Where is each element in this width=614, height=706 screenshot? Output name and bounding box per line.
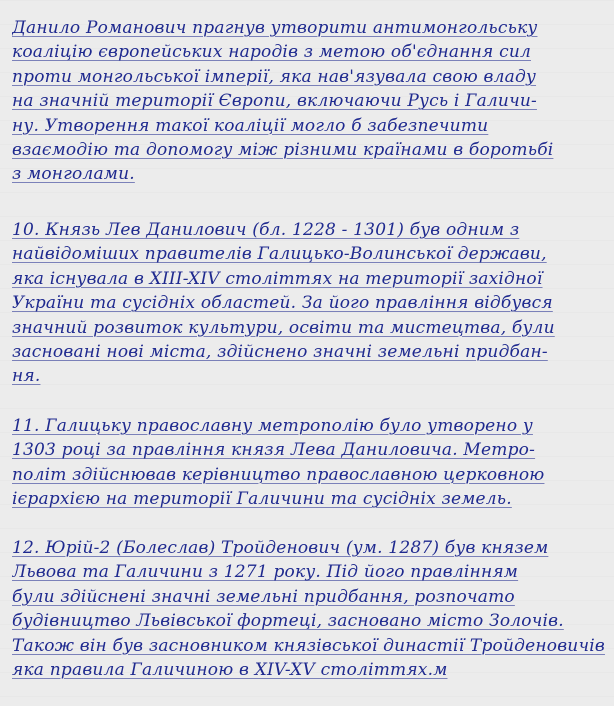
paragraph-10-lev-danylovych bbox=[12, 218, 608, 389]
text-line: проти монгольської імперії, яка нав'язувала свою владу bbox=[12, 66, 537, 87]
text-line: будівництво Львівської фортеці, засновано місто Золочів. bbox=[12, 611, 564, 632]
paragraph-11-metropolis bbox=[12, 414, 608, 512]
paragraph-danylo-coalition bbox=[12, 16, 608, 187]
text-line: засновані нові міста, здійснено значні земельні придбан- bbox=[12, 342, 548, 363]
text-line: коаліцію європейських народів з метою об'єднання сил bbox=[12, 42, 531, 63]
text-line: 10. Князь Лев Данилович (бл. 1228 - 1301) був одним з bbox=[12, 220, 520, 240]
text-line: ієрархією на території Галичини та сусідніх земель. bbox=[12, 489, 512, 510]
text-line: ня. bbox=[12, 366, 41, 387]
text-line: взаємодію та допомогу між різними країнами в боротьбі bbox=[12, 140, 554, 161]
text-line: ну. Утворення такої коаліції могло б забезпечити bbox=[12, 115, 489, 136]
text-line: 1303 році за правління князя Лева Даниловича. Метро- bbox=[12, 440, 536, 461]
text-line: значний розвиток культури, освіти та мистецтва, були bbox=[12, 317, 555, 338]
text-line: були здійснені значні земельні придбання, розпочато bbox=[12, 586, 515, 607]
text-line: 12. Юрій-2 (Болеслав) Тройденович (ум. 1287) був князем bbox=[12, 538, 549, 558]
text-line: яка існувала в XIII-XIV століттях на території західної bbox=[12, 268, 543, 289]
text-line: Данило Романович прагнув утворити антимонгольську bbox=[12, 18, 538, 38]
text-line: з монголами. bbox=[12, 164, 135, 185]
text-line: на значній території Європи, включаючи Русь і Галичи- bbox=[12, 91, 537, 112]
text-line: політ здійснював керівництво православною церковною bbox=[12, 464, 545, 485]
text-line: України та сусідніх областей. За його правління відбувся bbox=[12, 293, 553, 314]
paragraph-12-yuriy-2 bbox=[12, 536, 608, 682]
text-line: Також він був засновником князівської династії Тройденовичів bbox=[12, 635, 605, 656]
text-line: яка правила Галичиною в XIV-XV століттях.м bbox=[12, 660, 448, 681]
text-line: 11. Галицьку православну метрополію було утворено у bbox=[12, 416, 533, 436]
text-line: Львова та Галичини з 1271 року. Під його правлінням bbox=[12, 562, 519, 583]
text-line: найвідоміших правителів Галицько-Волинської держави, bbox=[12, 244, 547, 265]
